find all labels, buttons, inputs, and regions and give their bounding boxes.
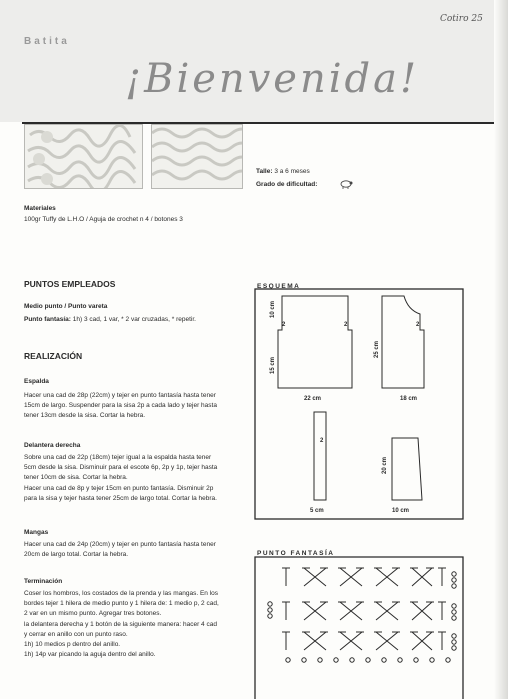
label-2a: 2: [282, 322, 286, 328]
text-line: 1h) 10 medios p dentro del anillo.: [24, 641, 121, 649]
text-line: tener 13cm desde la sisa. Cortar la hebra.: [24, 412, 146, 420]
label-w10: 10 cm: [392, 508, 410, 514]
front-piece-outline: [382, 296, 424, 388]
terminacion-heading: Terminación: [24, 578, 63, 585]
label-w22: 22 cm: [304, 396, 322, 402]
stitches-line1: Medio punto / Punto vareta: [24, 303, 108, 310]
difficulty-label: Grado de dificultad:: [256, 181, 318, 188]
sleeve-outline: [392, 438, 422, 500]
delantera-text: [24, 453, 217, 504]
page-title: ¡Bienvenida!: [125, 56, 420, 102]
stitches-line2: [24, 315, 196, 325]
materials-heading: Materiales: [24, 205, 56, 212]
stitch-photo-edge: [24, 124, 143, 189]
realizacion-heading: REALIZACIÓN: [24, 351, 83, 361]
label-w18: 18 cm: [400, 396, 418, 402]
fantasia-label: Punto fantasía:: [24, 316, 71, 323]
text-line: para la sisa y tejer hasta tener 25cm de largo total. Cortar la hebra.: [24, 494, 217, 502]
label-2b: 2: [344, 322, 348, 328]
text-line: bordes tejer 1 hilera de medio punto y 1 hilera de: 1 medio p, 2 cad,: [24, 600, 219, 608]
text-line: 15cm de largo. Suspender para la sisa 2p a cada lado y tejer hasta: [24, 402, 217, 410]
mangas-text: [24, 540, 216, 560]
terminacion-text: [24, 589, 219, 660]
talle-row: [256, 167, 310, 177]
materials-text: 100gr Tuffy de L.H.O / Aguja de crochet n 4 / botones 3: [24, 216, 183, 223]
text-line: y cerrar en anillo con un punto raso.: [24, 630, 128, 638]
label-h10: 10 cm: [270, 300, 276, 318]
text-line: Hacer una cad de 24p (20cm) y tejer en punto fantasía hasta tener: [24, 541, 216, 548]
fantasia-text: 1h) 3 cad, 1 var, * 2 var cruzadas, * repetir.: [72, 316, 196, 323]
text-line: 20cm de largo total. Cortar la hebra.: [24, 551, 129, 559]
text-line: Hacer una cad de 28p (22cm) y tejer en punto fantasía hasta tener: [24, 392, 216, 399]
stitch-chart: [254, 556, 464, 699]
label-h15: 15 cm: [270, 356, 276, 374]
text-line: 2 var en un mismo punto. Agregar tres botones.: [24, 610, 162, 618]
esquema-diagram: [254, 288, 464, 520]
mangas-heading: Mangas: [24, 529, 49, 536]
text-line: 5cm desde la sisa. Disminuir para el escote 6p, 2p y 1p, tejer hasta: [24, 464, 218, 472]
talle-value: 3 a 6 meses: [274, 168, 310, 175]
talle-label: Talle:: [256, 168, 273, 175]
label-2d: 2: [320, 438, 324, 444]
espalda-text: [24, 391, 217, 422]
label-w5: 5 cm: [310, 508, 324, 514]
page-number: Cotiro 25: [440, 14, 483, 24]
text-line: 1h) 14p var picando la aguja dentro del anillo.: [24, 651, 156, 659]
stitches-heading: PUNTOS EMPLEADOS: [24, 279, 116, 289]
text-line: la delantera derecha y 1 botón de la siguiente manera: hacer 4 cad: [24, 620, 217, 628]
back-piece-outline: [278, 296, 352, 388]
text-line: Coser los hombros, los costados de la prenda y las mangas. En los: [24, 590, 219, 597]
label-h20: 20 cm: [382, 456, 388, 474]
esquema-title: ESQUEMA: [257, 283, 301, 290]
text-line: tener 10cm de sisa. Cortar la hebra.: [24, 474, 128, 482]
text-line: Hacer una cad de 8p y tejer 15cm en punto fantasía. Disminuir 2p: [24, 484, 214, 492]
page-edge-shadow: [494, 0, 508, 699]
text-line: Sobre una cad de 22p (18cm) tejer igual a la espalda hasta tener: [24, 454, 212, 461]
sheep-icon: [338, 179, 354, 189]
brand-label: Batita: [24, 36, 70, 47]
delantera-heading: Delantera derecha: [24, 442, 81, 449]
stitch-photo-fabric: [151, 124, 243, 189]
label-h25: 25 cm: [374, 340, 380, 358]
band-piece-outline: [314, 412, 326, 500]
fantasia-title: PUNTO FANTASÍA: [257, 550, 335, 557]
espalda-heading: Espalda: [24, 378, 49, 385]
label-2c: 2: [416, 322, 420, 328]
